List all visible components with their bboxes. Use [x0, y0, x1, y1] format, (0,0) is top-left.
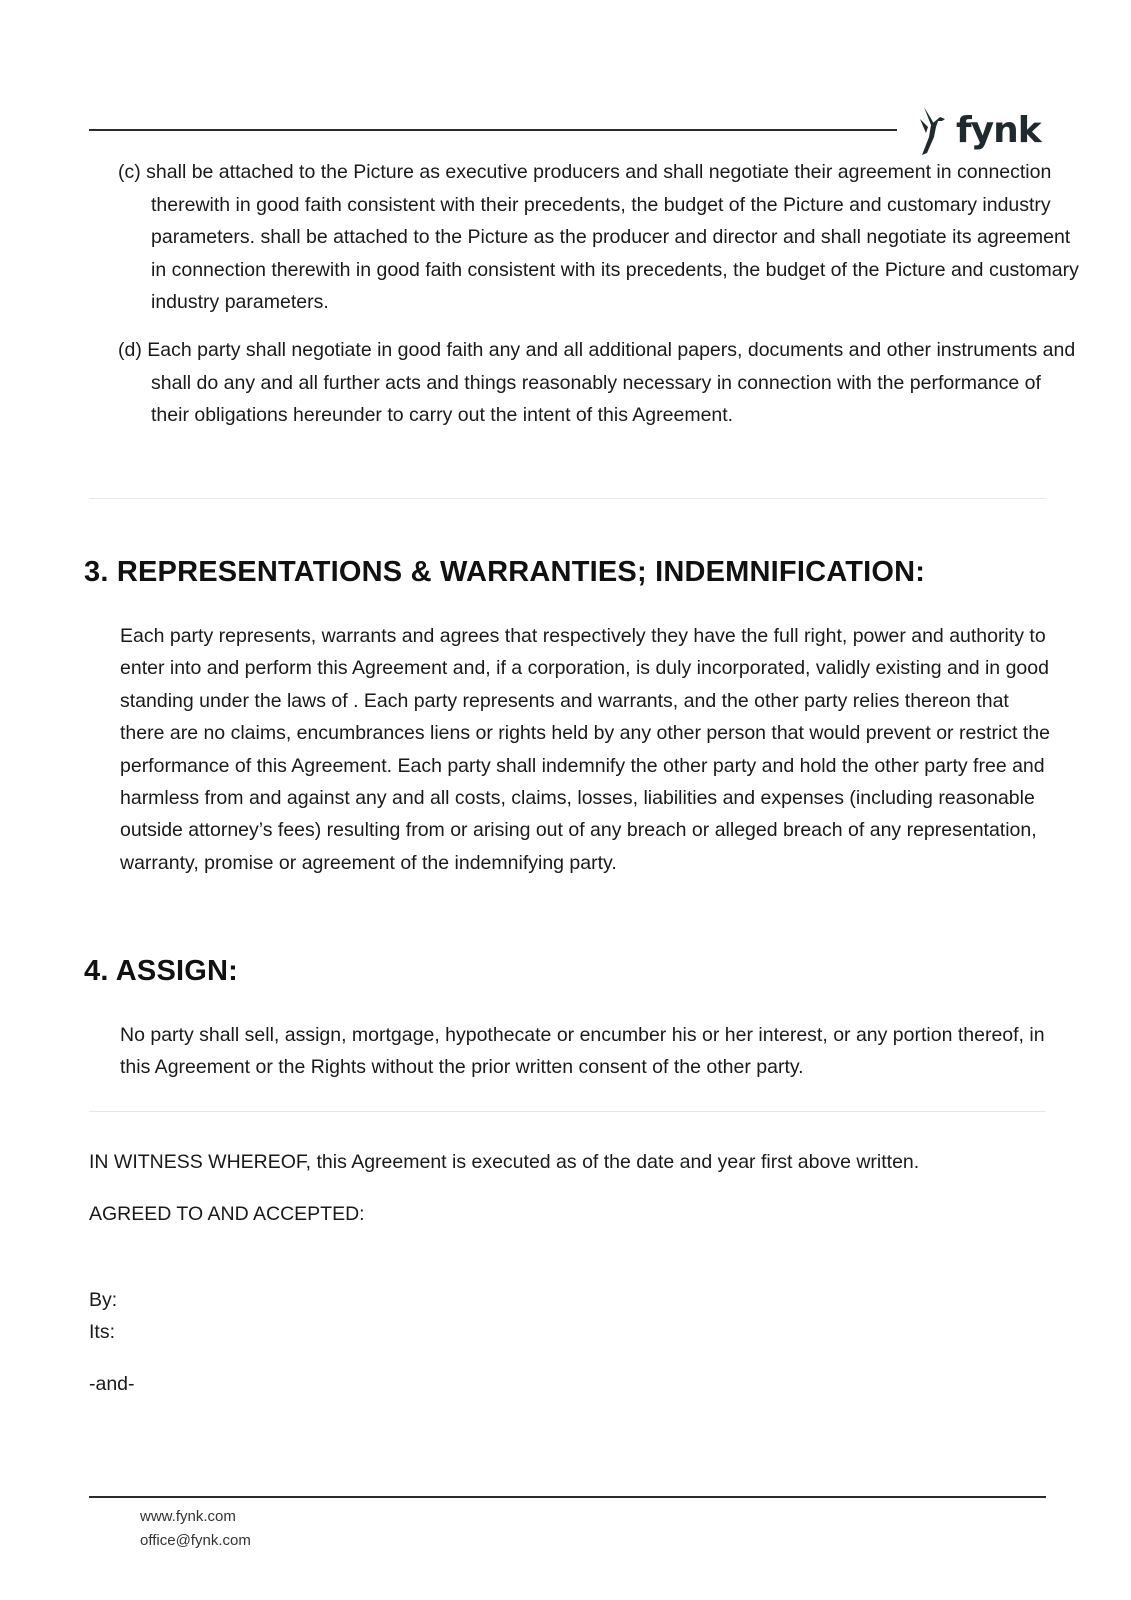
section-divider	[89, 1111, 1046, 1112]
clause-label: (c)	[118, 161, 141, 183]
clause-d	[118, 334, 1079, 432]
logo-text: fynk	[956, 110, 1041, 151]
header-rule	[89, 129, 897, 131]
clause-text: shall be attached to the Picture as executive producers and shall negotiate their agreement in connection therewith in good faith consistent with their precedents, the budget of the Picture and customary industry parameters. shall be attached to the Picture as the producer and director and shall negotiate its agreement in connection therewith in good faith consistent with its precedents, the budget of the Picture and customary industry parameters.	[146, 161, 1079, 313]
signature-by-label: By:	[89, 1289, 118, 1311]
bird-icon	[918, 105, 948, 157]
section-title-assign: 4. ASSIGN:	[84, 955, 239, 987]
section-body-assign: No party shall sell, assign, mortgage, hypothecate or encumber his or her interest, or any portion thereof, in this Agreement or the Rights without the prior written consent of the other party.	[120, 1024, 1045, 1079]
footer-rule	[89, 1496, 1046, 1498]
footer-email[interactable]: office@fynk.com	[140, 1532, 251, 1549]
section-title-representations: 3. REPRESENTATIONS & WARRANTIES; INDEMNIFICATION:	[84, 556, 926, 588]
and-separator: -and-	[89, 1373, 135, 1395]
footer-website[interactable]: www.fynk.com	[140, 1508, 236, 1525]
section-divider	[89, 498, 1046, 499]
agreed-statement: AGREED TO AND ACCEPTED:	[89, 1203, 365, 1225]
clause-text: Each party shall negotiate in good faith any and all additional papers, documents and other instruments and shall do any and all further acts and things reasonably necessary in connection with the performance of their obligations hereunder to carry out the intent of this Agreement.	[147, 339, 1076, 426]
witness-statement: IN WITNESS WHEREOF, this Agreement is executed as of the date and year first above written.	[89, 1151, 920, 1173]
section-body-representations: Each party represents, warrants and agrees that respectively they have the full right, power and authority to enter into and perform this Agreement and, if a corporation, is duly incorporated, validly existing and in good standing under the laws of . Each party represents and warrants, and the other party relies thereon that there are no claims, encumbrances liens or rights held by any other person that would prevent or restrict the performance of this Agreement. Each party shall indemnify the other party and hold the other party free and harmless from and against any and all costs, claims, losses, liabilities and expenses (including reasonable outside attorney’s fees) resulting from or arising out of any breach or alleged breach of any representation, warranty, promise or agreement of the indemnifying party.	[120, 625, 1050, 874]
signature-its-label: Its:	[89, 1321, 116, 1343]
clause-c	[118, 156, 1079, 319]
fynk-logo	[918, 104, 1041, 158]
clause-label: (d)	[118, 339, 142, 361]
